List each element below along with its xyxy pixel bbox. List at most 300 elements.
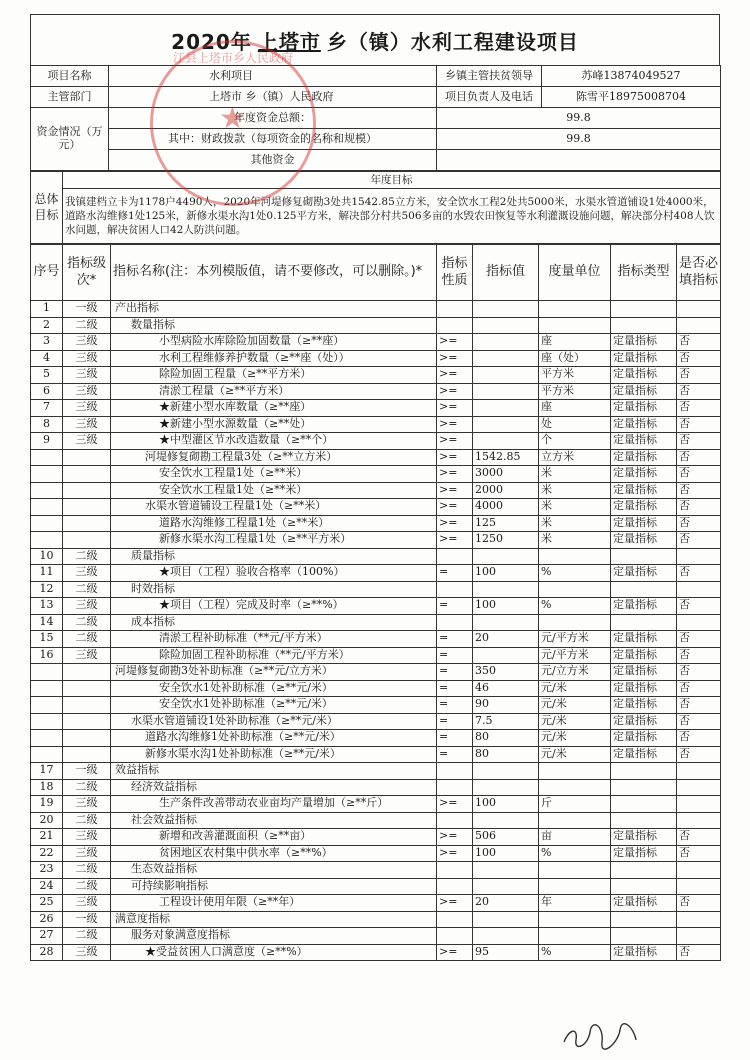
row-required: 否 [677, 449, 721, 466]
row-name: 服务对象满意度指标 [111, 928, 437, 945]
row-nature: >= [437, 400, 473, 417]
row-level: 二级 [63, 878, 111, 895]
row-required: 否 [677, 746, 721, 763]
table-row [31, 400, 721, 417]
row-unit: 年 [539, 895, 611, 912]
row-name: ★新建小型水源数量（≥**处） [111, 416, 437, 433]
row-level [63, 466, 111, 483]
row-name: 水利工程维修养护数量（≥**座（处）） [111, 350, 437, 367]
row-value: 80 [473, 730, 539, 747]
table-row [31, 581, 721, 598]
table-row [31, 928, 721, 945]
table-row [31, 746, 721, 763]
row-no: 22 [31, 845, 63, 862]
header-nature: 指标性质 [437, 245, 473, 301]
row-no: 6 [31, 383, 63, 400]
row-required: 否 [677, 350, 721, 367]
row-required: 否 [677, 845, 721, 862]
row-type [611, 548, 677, 565]
row-nature: = [437, 565, 473, 582]
row-required: 否 [677, 499, 721, 516]
row-no [31, 680, 63, 697]
document-title [30, 14, 720, 65]
leader-value: 苏峰13874049527 [542, 66, 721, 87]
row-name: 产出指标 [111, 301, 437, 318]
handwritten-signature [560, 1020, 640, 1050]
row-unit [539, 911, 611, 928]
table-row [31, 878, 721, 895]
row-value [473, 416, 539, 433]
row-required [677, 763, 721, 780]
table-row [31, 647, 721, 664]
table-row [31, 449, 721, 466]
table-row [31, 845, 721, 862]
row-no: 2 [31, 317, 63, 334]
row-unit: 元/米 [539, 680, 611, 697]
row-name: 工程设计使用年限（≥**年） [111, 895, 437, 912]
row-level [63, 730, 111, 747]
row-level [63, 713, 111, 730]
row-level [63, 532, 111, 549]
row-value: 95 [473, 944, 539, 961]
row-nature [437, 862, 473, 879]
row-level: 二级 [63, 862, 111, 879]
row-type: 定量指标 [611, 367, 677, 384]
row-type [611, 928, 677, 945]
row-value: 350 [473, 664, 539, 681]
row-unit: % [539, 845, 611, 862]
row-name: 安全饮水1处补助标准（≥**元/米） [111, 697, 437, 714]
row-unit [539, 763, 611, 780]
row-nature: >= [437, 482, 473, 499]
row-required: 否 [677, 895, 721, 912]
row-nature: >= [437, 367, 473, 384]
row-required: 否 [677, 680, 721, 697]
row-name: 除险加固工程补助标准（**元/平方米） [111, 647, 437, 664]
row-type: 定量指标 [611, 697, 677, 714]
row-level: 三级 [63, 598, 111, 615]
table-row [31, 301, 721, 318]
row-type: 定量指标 [611, 383, 677, 400]
seal-text: 江县上塔市乡人民政府 [172, 51, 293, 65]
row-type: 定量指标 [611, 433, 677, 450]
title-rest: 乡（镇）水利工程建设项目 [326, 29, 579, 54]
table-row [31, 779, 721, 796]
row-nature: >= [437, 829, 473, 846]
row-required: 否 [677, 433, 721, 450]
dept-value: 上塔市 乡（镇）人民政府 [109, 87, 437, 108]
row-required [677, 862, 721, 879]
fiscal-value: 99.8 [437, 129, 721, 150]
row-level: 二级 [63, 548, 111, 565]
row-value: 100 [473, 565, 539, 582]
row-no: 10 [31, 548, 63, 565]
row-level: 三级 [63, 944, 111, 961]
row-required [677, 796, 721, 813]
row-level: 一级 [63, 301, 111, 318]
row-no: 7 [31, 400, 63, 417]
table-row [31, 730, 721, 747]
row-unit: 斤 [539, 796, 611, 813]
row-no: 8 [31, 416, 63, 433]
row-value [473, 911, 539, 928]
row-nature: >= [437, 515, 473, 532]
row-nature [437, 301, 473, 318]
row-no: 28 [31, 944, 63, 961]
row-no [31, 499, 63, 516]
row-value: 125 [473, 515, 539, 532]
row-required [677, 301, 721, 318]
row-level [63, 515, 111, 532]
row-unit: 处 [539, 416, 611, 433]
row-level: 二级 [63, 614, 111, 631]
row-unit [539, 614, 611, 631]
row-level [63, 680, 111, 697]
row-value [473, 763, 539, 780]
row-required: 否 [677, 532, 721, 549]
row-level: 二级 [63, 928, 111, 945]
row-name: 安全饮水1处补助标准（≥**元/米） [111, 680, 437, 697]
table-row [31, 598, 721, 615]
row-name: 时效指标 [111, 581, 437, 598]
row-required [677, 317, 721, 334]
row-type [611, 763, 677, 780]
row-value: 3000 [473, 466, 539, 483]
row-no [31, 746, 63, 763]
table-row [31, 548, 721, 565]
row-value: 20 [473, 631, 539, 648]
row-no [31, 697, 63, 714]
row-nature: >= [437, 466, 473, 483]
row-unit [539, 581, 611, 598]
row-type: 定量指标 [611, 598, 677, 615]
row-name: ★新建小型水库数量（≥**座） [111, 400, 437, 417]
row-name: 新修水渠水沟工程量1处（≥**平方米） [111, 532, 437, 549]
row-type [611, 301, 677, 318]
row-type [611, 614, 677, 631]
row-no [31, 515, 63, 532]
row-no [31, 466, 63, 483]
row-unit: 元/平方米 [539, 647, 611, 664]
table-row [31, 664, 721, 681]
row-unit: 元/立方米 [539, 664, 611, 681]
row-unit [539, 779, 611, 796]
project-name-value: 水利项目 [109, 66, 437, 87]
row-type [611, 317, 677, 334]
row-name: 成本指标 [111, 614, 437, 631]
table-row [31, 383, 721, 400]
row-name: 社会效益指标 [111, 812, 437, 829]
row-no: 27 [31, 928, 63, 945]
table-row [31, 895, 721, 912]
row-name: 安全饮水工程量1处（≥**米） [111, 482, 437, 499]
row-no: 17 [31, 763, 63, 780]
header-no: 序号 [31, 245, 63, 301]
row-name: 道路水沟维修1处补助标准（≥**元/米） [111, 730, 437, 747]
row-required [677, 928, 721, 945]
resp-value: 陈雪平18975008704 [542, 87, 721, 108]
row-name: 水渠水管道铺设工程量1处（≥**米） [111, 499, 437, 516]
row-type [611, 796, 677, 813]
row-level [63, 746, 111, 763]
row-level: 二级 [63, 317, 111, 334]
row-required: 否 [677, 829, 721, 846]
row-name: 河堤修复砌勘3处补助标准（≥**元/立方米） [111, 664, 437, 681]
row-nature: = [437, 713, 473, 730]
row-type: 定量指标 [611, 730, 677, 747]
row-required: 否 [677, 631, 721, 648]
table-row [31, 416, 721, 433]
goal-header: 年度目标 [63, 172, 721, 189]
row-nature: = [437, 598, 473, 615]
row-level: 一级 [63, 911, 111, 928]
row-type: 定量指标 [611, 680, 677, 697]
row-required: 否 [677, 713, 721, 730]
row-required: 否 [677, 482, 721, 499]
row-nature: >= [437, 499, 473, 516]
table-row [31, 862, 721, 879]
row-nature [437, 779, 473, 796]
table-row [31, 631, 721, 648]
row-value: 46 [473, 680, 539, 697]
row-required [677, 878, 721, 895]
row-nature [437, 581, 473, 598]
goal-table [30, 171, 721, 244]
table-row [31, 911, 721, 928]
info-table [30, 65, 721, 171]
row-unit: 立方米 [539, 449, 611, 466]
row-required [677, 581, 721, 598]
row-unit: 米 [539, 515, 611, 532]
row-required: 否 [677, 367, 721, 384]
row-no: 12 [31, 581, 63, 598]
row-type [611, 779, 677, 796]
row-value [473, 548, 539, 565]
table-row [31, 433, 721, 450]
row-nature: >= [437, 796, 473, 813]
row-no: 1 [31, 301, 63, 318]
row-unit: 平方米 [539, 383, 611, 400]
row-nature [437, 614, 473, 631]
row-type: 定量指标 [611, 944, 677, 961]
row-name: 生产条件改善带动农业亩均产量增加（≥**斤） [111, 796, 437, 813]
total-label: 年度资金总额： [109, 108, 437, 129]
row-type: 定量指标 [611, 416, 677, 433]
row-nature [437, 911, 473, 928]
header-level: 指标级次* [63, 245, 111, 301]
row-value [473, 812, 539, 829]
row-no: 26 [31, 911, 63, 928]
row-name: 满意度指标 [111, 911, 437, 928]
row-no: 14 [31, 614, 63, 631]
table-row [31, 829, 721, 846]
row-name: 经济效益指标 [111, 779, 437, 796]
row-no [31, 482, 63, 499]
row-no: 3 [31, 334, 63, 351]
row-nature: >= [437, 944, 473, 961]
row-value [473, 433, 539, 450]
row-nature: >= [437, 895, 473, 912]
header-required: 是否必填指标 [677, 245, 721, 301]
row-type: 定量指标 [611, 845, 677, 862]
row-required [677, 812, 721, 829]
row-nature: >= [437, 433, 473, 450]
row-value [473, 928, 539, 945]
total-value: 99.8 [437, 108, 721, 129]
row-name: 除险加固工程量（≥**平方米） [111, 367, 437, 384]
table-row [31, 367, 721, 384]
row-type: 定量指标 [611, 482, 677, 499]
row-type: 定量指标 [611, 466, 677, 483]
row-unit: 座 [539, 334, 611, 351]
fund-label: 资金情况（万元） [31, 108, 109, 171]
row-required: 否 [677, 944, 721, 961]
row-value [473, 350, 539, 367]
row-nature [437, 763, 473, 780]
row-name: 贫困地区农村集中供水率（≥**%） [111, 845, 437, 862]
row-value: 100 [473, 845, 539, 862]
row-nature: = [437, 746, 473, 763]
table-row [31, 317, 721, 334]
row-nature: = [437, 680, 473, 697]
row-level: 二级 [63, 779, 111, 796]
row-unit: 座 [539, 400, 611, 417]
table-row [31, 466, 721, 483]
row-value: 80 [473, 746, 539, 763]
row-name: 水渠水管道铺设1处补助标准（≥**元/米） [111, 713, 437, 730]
row-nature: >= [437, 532, 473, 549]
row-level: 三级 [63, 829, 111, 846]
row-required: 否 [677, 730, 721, 747]
row-unit: % [539, 565, 611, 582]
row-nature [437, 317, 473, 334]
row-value: 1250 [473, 532, 539, 549]
table-row [31, 680, 721, 697]
row-value [473, 317, 539, 334]
row-nature [437, 928, 473, 945]
row-name: 清淤工程量（≥**平方米） [111, 383, 437, 400]
resp-label: 项目负责人及电话 [437, 87, 542, 108]
goal-text: 我镇建档立卡为1178户4490人，2020年河堤修复砌勘3处共1542.85立方米，安全饮水工程2处共5000米，水渠水管道铺设1处4000米，道路水沟维修1处125米，新修水渠水沟1处0.125平方米，解决部分村共506多亩的水毁农田恢复等水利灌溉设施问题，解决部分村408人饮水问题，解决贫困人口42人防洪问题。 [63, 189, 721, 244]
row-type: 定量指标 [611, 746, 677, 763]
table-row [31, 697, 721, 714]
goal-side-label: 总体目标 [31, 172, 63, 244]
row-type: 定量指标 [611, 515, 677, 532]
row-value: 20 [473, 895, 539, 912]
row-required: 否 [677, 515, 721, 532]
row-required: 否 [677, 664, 721, 681]
row-level: 二级 [63, 581, 111, 598]
row-name: 数量指标 [111, 317, 437, 334]
row-type: 定量指标 [611, 449, 677, 466]
row-level [63, 449, 111, 466]
indicator-table [30, 244, 721, 961]
row-level: 二级 [63, 812, 111, 829]
row-level: 三级 [63, 334, 111, 351]
row-value: 100 [473, 796, 539, 813]
seal-star-icon: ★ [219, 101, 246, 136]
row-unit [539, 301, 611, 318]
row-level: 三级 [63, 400, 111, 417]
row-type: 定量指标 [611, 499, 677, 516]
project-name-label: 项目名称 [31, 66, 109, 87]
row-unit [539, 317, 611, 334]
row-no [31, 713, 63, 730]
row-type [611, 581, 677, 598]
row-value [473, 614, 539, 631]
row-type [611, 812, 677, 829]
row-level [63, 697, 111, 714]
row-name: 河堤修复砌勘工程量3处（≥**立方米） [111, 449, 437, 466]
table-row [31, 944, 721, 961]
header-unit: 度量单位 [539, 245, 611, 301]
other-value [437, 150, 721, 171]
row-no: 25 [31, 895, 63, 912]
row-name: 质量指标 [111, 548, 437, 565]
row-type: 定量指标 [611, 713, 677, 730]
row-level: 三级 [63, 350, 111, 367]
row-required: 否 [677, 598, 721, 615]
row-unit: 元/米 [539, 713, 611, 730]
row-name: 新修水渠水沟1处补助标准（≥**元/米） [111, 746, 437, 763]
row-type: 定量指标 [611, 829, 677, 846]
row-nature: = [437, 664, 473, 681]
row-type [611, 911, 677, 928]
row-level [63, 664, 111, 681]
header-value: 指标值 [473, 245, 539, 301]
row-no: 5 [31, 367, 63, 384]
row-nature: >= [437, 416, 473, 433]
table-row [31, 350, 721, 367]
table-row [31, 482, 721, 499]
row-name: 效益指标 [111, 763, 437, 780]
row-name: 道路水沟维修工程量1处（≥**米） [111, 515, 437, 532]
row-value [473, 862, 539, 879]
row-no: 19 [31, 796, 63, 813]
row-unit: 平方米 [539, 367, 611, 384]
row-required: 否 [677, 466, 721, 483]
row-type [611, 878, 677, 895]
row-value: 506 [473, 829, 539, 846]
row-unit [539, 812, 611, 829]
row-nature: = [437, 647, 473, 664]
row-value: 1542.85 [473, 449, 539, 466]
row-nature: = [437, 697, 473, 714]
row-no: 9 [31, 433, 63, 450]
row-type: 定量指标 [611, 664, 677, 681]
row-name: ★中型灌区节水改造数量（≥**个） [111, 433, 437, 450]
row-level: 三级 [63, 416, 111, 433]
row-required: 否 [677, 565, 721, 582]
row-value [473, 878, 539, 895]
row-level: 三级 [63, 796, 111, 813]
row-type: 定量指标 [611, 334, 677, 351]
row-name: 新增和改善灌溉面积（≥**亩） [111, 829, 437, 846]
row-value [473, 647, 539, 664]
row-nature [437, 548, 473, 565]
row-no: 24 [31, 878, 63, 895]
row-value [473, 400, 539, 417]
row-name: 生态效益指标 [111, 862, 437, 879]
row-level: 一级 [63, 763, 111, 780]
row-required [677, 614, 721, 631]
row-nature: >= [437, 449, 473, 466]
row-type: 定量指标 [611, 895, 677, 912]
row-nature: = [437, 730, 473, 747]
row-no [31, 664, 63, 681]
row-unit: 米 [539, 482, 611, 499]
row-no [31, 730, 63, 747]
